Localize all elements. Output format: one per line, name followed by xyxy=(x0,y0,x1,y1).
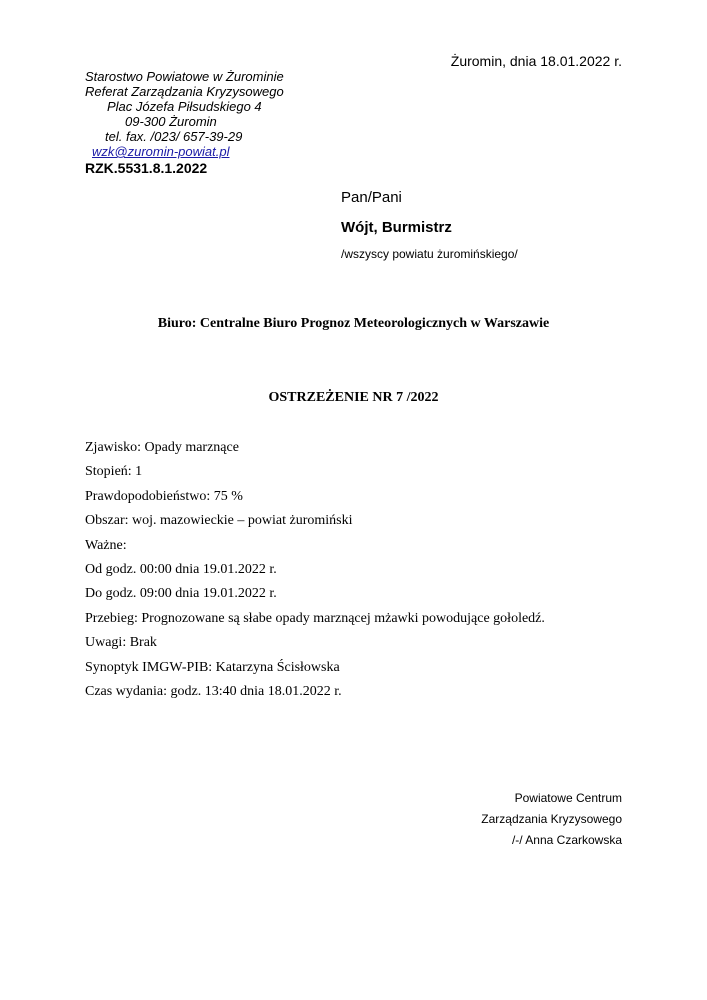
sender-city: 09-300 Żuromin xyxy=(125,114,217,129)
sender-phone: tel. fax. /023/ 657-39-29 xyxy=(105,129,243,144)
detail-area: Obszar: woj. mazowieckie – powiat żuromiński xyxy=(85,513,353,529)
recipient-note: /wszyscy powiatu żuromińskiego/ xyxy=(341,247,518,261)
sender-name: Starostwo Powiatowe w Żurominie xyxy=(85,69,284,84)
detail-valid-from: Od godz. 00:00 dnia 19.01.2022 r. xyxy=(85,561,277,577)
sender-street: Plac Józefa Piłsudskiego 4 xyxy=(107,99,262,114)
detail-valid-to: Do godz. 09:00 dnia 19.01.2022 r. xyxy=(85,586,277,602)
signature-block xyxy=(481,789,622,852)
document-date: Żuromin, dnia 18.01.2022 r. xyxy=(450,53,622,69)
warning-details xyxy=(85,439,545,707)
sender-email-link[interactable]: wzk@zuromin-powiat.pl xyxy=(92,144,230,159)
detail-remarks: Uwagi: Brak xyxy=(85,635,157,651)
recipient-salutation: Pan/Pani xyxy=(341,189,402,206)
signature-line-1: Powiatowe Centrum xyxy=(514,791,622,805)
detail-phenomenon: Zjawisko: Opady marznące xyxy=(85,440,239,455)
detail-probability: Prawdopodobieństwo: 75 % xyxy=(85,488,243,504)
detail-course: Przebieg: Prognozowane są słabe opady marznącej mżawki powodujące gołoledź. xyxy=(85,610,545,626)
detail-valid-label: Ważne: xyxy=(85,537,127,553)
warning-title: OSTRZEŻENIE NR 7 /2022 xyxy=(268,390,439,405)
signature-line-3: /-/ Anna Czarkowska xyxy=(511,833,622,847)
sender-department: Referat Zarządzania Kryzysowego xyxy=(85,84,284,99)
reference-number: RZK.5531.8.1.2022 xyxy=(85,160,208,176)
detail-degree: Stopień: 1 xyxy=(85,464,143,480)
detail-issue-time: Czas wydania: godz. 13:40 dnia 18.01.2022 r. xyxy=(85,683,342,699)
bureau-line: Biuro: Centralne Biuro Prognoz Meteorologicznych w Warszawie xyxy=(157,316,550,331)
recipient-title: Wójt, Burmistrz xyxy=(341,219,452,236)
signature-line-2: Zarządzania Kryzysowego xyxy=(481,812,622,826)
detail-synoptician: Synoptyk IMGW-PIB: Katarzyna Ścisłowska xyxy=(85,659,340,675)
